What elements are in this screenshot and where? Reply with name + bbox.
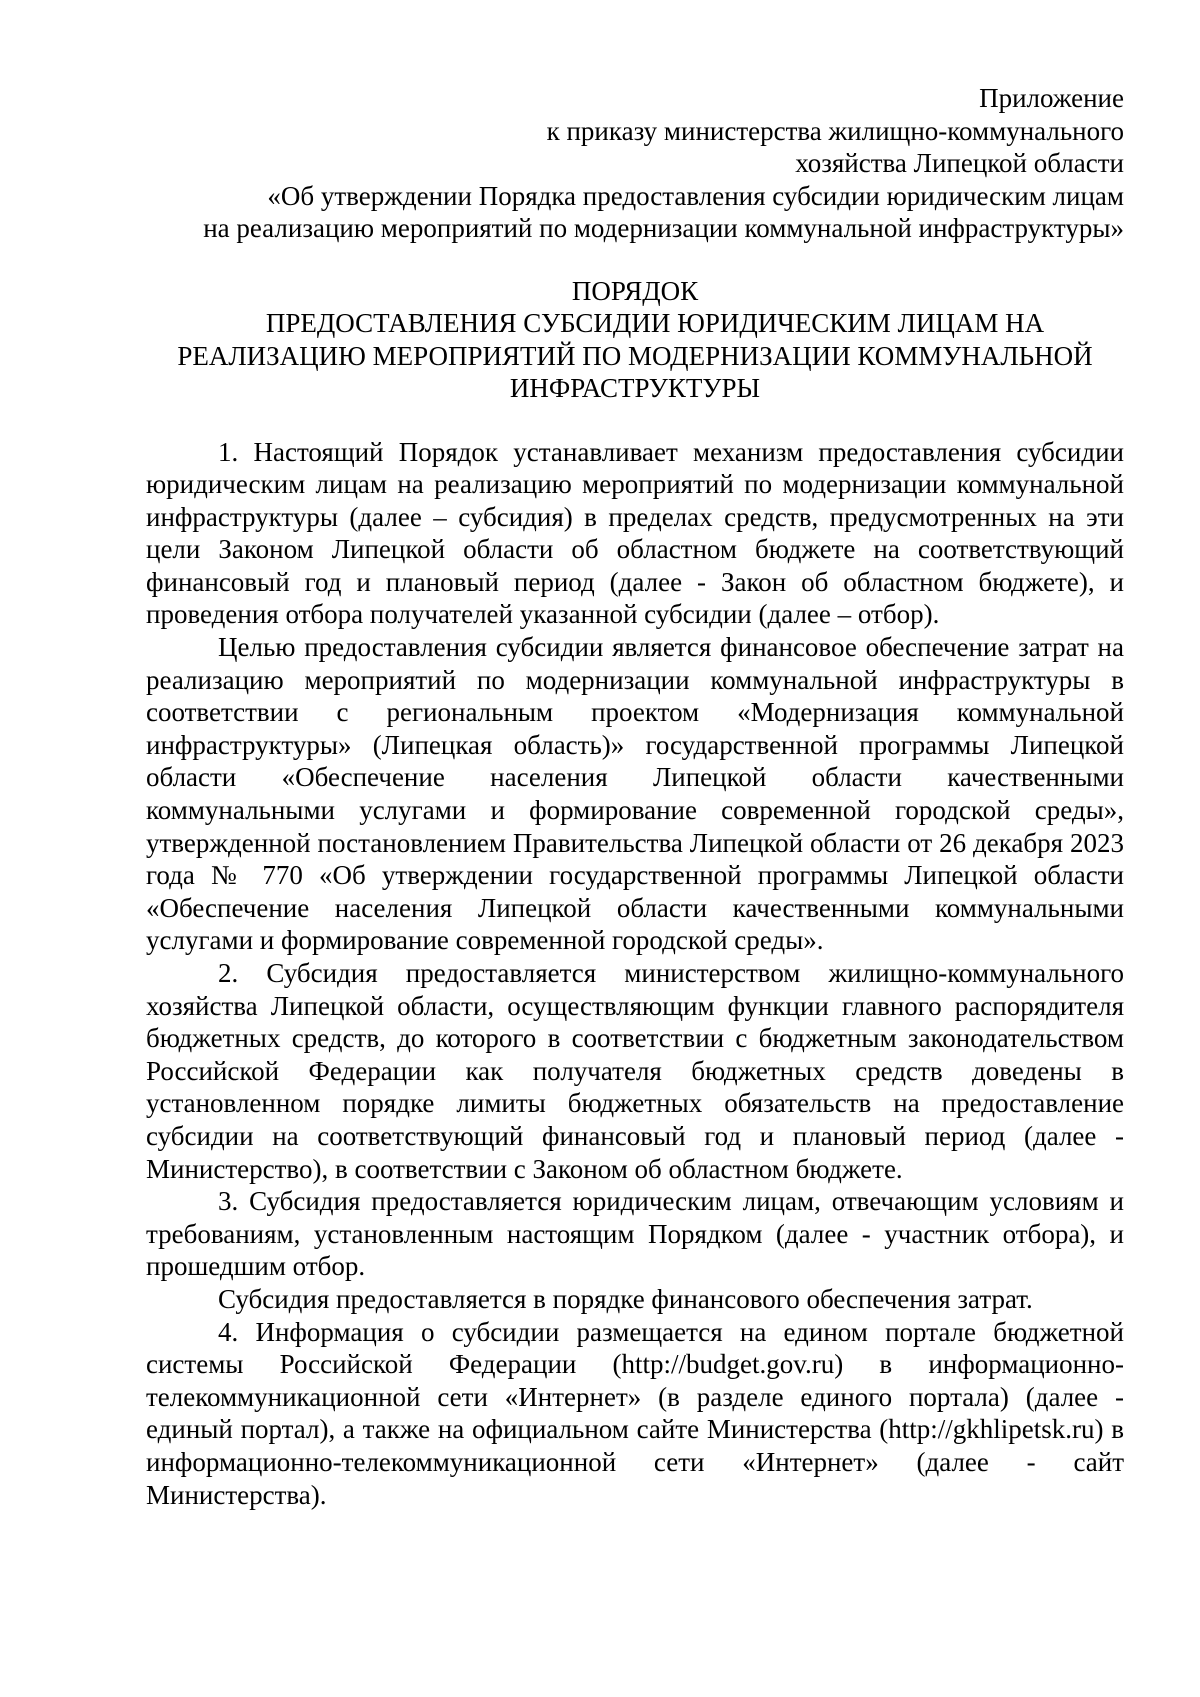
- appendix-line: к приказу министерства жилищно-коммунального: [546, 115, 1124, 146]
- document-content: [146, 82, 1124, 1511]
- paragraph-3: 3. Субсидия предоставляется юридическим лицам, отвечающим условиям и требованиям, установленным настоящим Порядком (далее - участник отбора), и прошедшим отбор.: [146, 1186, 1124, 1282]
- title-heading: ПОРЯДОК: [571, 275, 699, 306]
- paragraph-1: 1. Настоящий Порядок устанавливает механизм предоставления субсидии юридическим лицам на реализацию мероприятий по модернизации коммунальной инфраструктуры (далее – субсидия) в пределах средств, предусмотренных на эти цели Законом Липецкой области об областном бюджете на соответствующий финансовый год и плановый период (далее - Закон об областном бюджете), и проведения отбора получателей указанной субсидии (далее – отбор).: [146, 436, 1124, 630]
- paragraph-4: 4. Информация о субсидии размещается на едином портале бюджетной системы Российской Федерации (http://budget.gov.ru) в информационно-телекоммуникационной сети «Интернет» (в разделе единого портала) (далее - единый портал), а также на официальном сайте Министерства (http://gkhlipetsk.ru) в информационно-телекоммуникационной сети «Интернет» (далее - сайт Министерства).: [146, 1316, 1124, 1510]
- appendix-line: хозяйства Липецкой области: [795, 148, 1124, 178]
- appendix-header: [146, 82, 1124, 245]
- paragraph-2: 2. Субсидия предоставляется министерством жилищно-коммунального хозяйства Липецкой области, осуществляющим функции главного распорядителя бюджетных средств, до которого в соответствии с бюджетным законодательством Российской Федерации как получателя бюджетных средств доведены в установленном порядке лимиты бюджетных обязательств на предоставление субсидии на соответствующий финансовый год и плановый период (далее - Министерство), в соответствии с Законом об областном бюджете.: [146, 958, 1124, 1184]
- title-line: ПРЕДОСТАВЛЕНИЯ СУБСИДИИ ЮРИДИЧЕСКИМ ЛИЦАМ НА: [265, 308, 1045, 338]
- appendix-line: на реализацию мероприятий по модернизации коммунальной инфраструктуры»: [203, 213, 1124, 243]
- paragraph-purpose: Целью предоставления субсидии является финансовое обеспечение затрат на реализацию мероприятий по модернизации коммунальной инфраструктуры в соответствии с региональным проектом «Модернизация коммунальной инфраструктуры» (Липецкая область)» государственной программы Липецкой области «Обеспечение населения Липецкой области качественными коммунальными услугами и формирование современной городской среды», утвержденной постановлением Правительства Липецкой области от 26 декабря 2023 года № 770 «Об утверждении государственной программы Липецкой области «Обеспечение населения Липецкой области качественными коммунальными услугами и формирование современной городской среды».: [146, 632, 1124, 956]
- document-title: [146, 275, 1124, 405]
- title-line: РЕАЛИЗАЦИЮ МЕРОПРИЯТИЙ ПО МОДЕРНИЗАЦИИ КОММУНАЛЬНОЙ: [177, 340, 1093, 371]
- paragraph-cost-coverage: Субсидия предоставляется в порядке финансового обеспечения затрат.: [218, 1283, 1033, 1314]
- appendix-line: «Об утверждении Порядка предоставления субсидии юридическим лицам: [267, 180, 1124, 211]
- title-line: ИНФРАСТРУКТУРЫ: [509, 373, 761, 403]
- appendix-line: Приложение: [979, 83, 1124, 113]
- document-body: [146, 436, 1124, 1512]
